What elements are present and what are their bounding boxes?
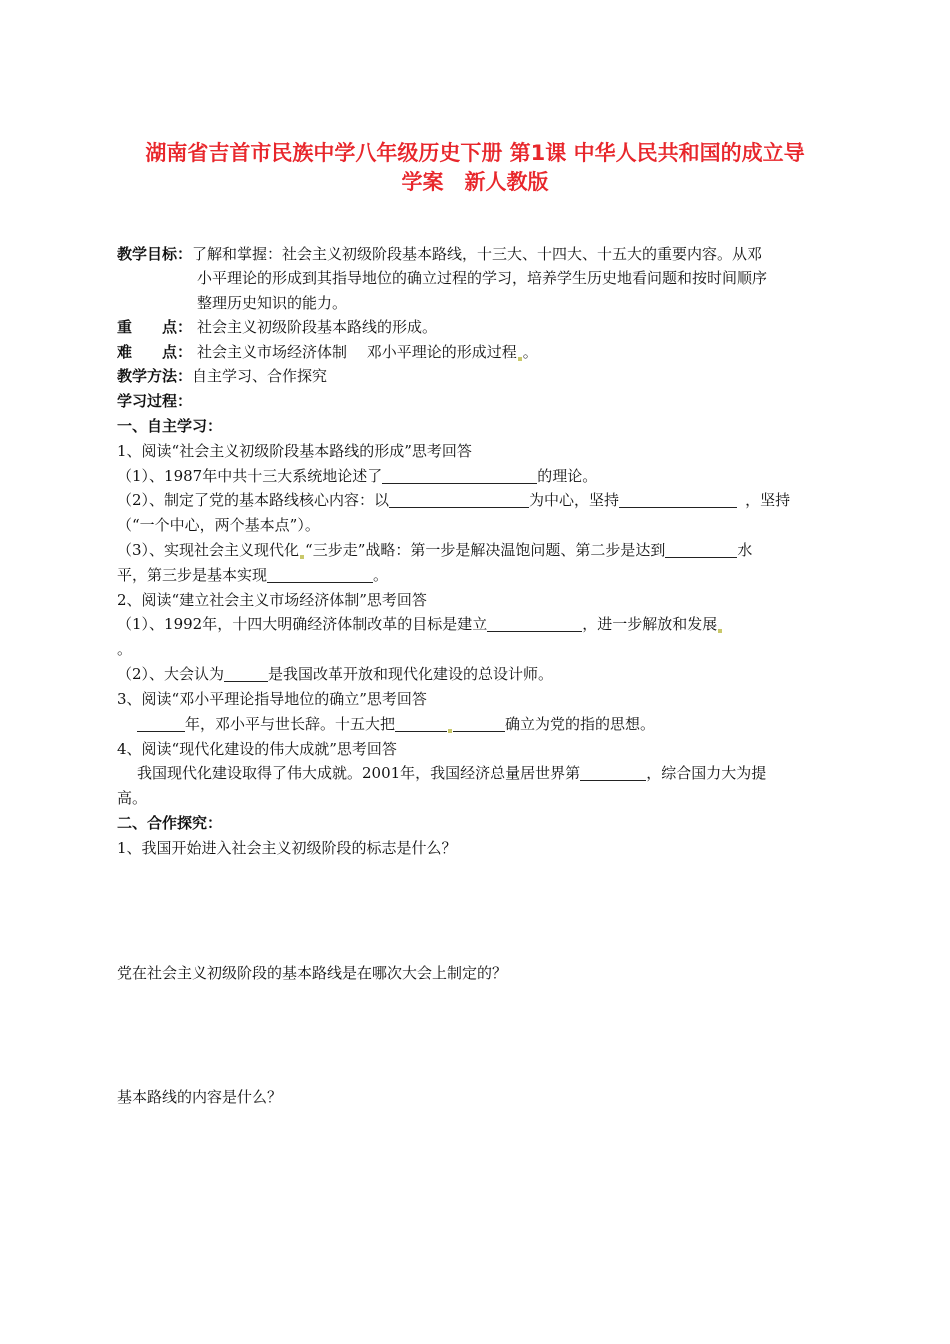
blank[interactable] bbox=[487, 616, 582, 632]
edit-mark bbox=[448, 729, 452, 733]
title-line-2: 学案 新人教版 bbox=[401, 170, 549, 194]
s1-q4-cont: 高。 bbox=[117, 789, 148, 807]
difficulty-text: 社会主义市场经济体制 邓小平理论的形成过程 bbox=[197, 343, 517, 361]
document-title bbox=[100, 139, 850, 197]
difficulty-label: 难 点： bbox=[117, 343, 193, 361]
s1-q4-answer: 我国现代化建设取得了伟大成就。2001年，我国经济总量居世界第 ，综合国力大为提 bbox=[137, 764, 767, 782]
blank[interactable] bbox=[137, 716, 185, 732]
blank[interactable] bbox=[224, 666, 268, 682]
goal-line-3: 整理历史知识的能力。 bbox=[197, 294, 348, 312]
s1-q1-2: （2）、制定了党的基本路线核心内容：以 为中心，坚持 ，坚持 bbox=[117, 491, 791, 509]
s1-q1-3: （3）、实现社会主义现代化 “三步走”战略：第一步是解决温饱问题、第二步是达到 水 bbox=[117, 541, 753, 559]
s1-q3-answer: 年，邓小平与世长辞。十五大把 确立为党的指的思想。 bbox=[137, 714, 655, 734]
difficulty-row: 难 点： 社会主义市场经济体制 邓小平理论的形成过程 。 bbox=[117, 343, 538, 361]
key-point-row bbox=[117, 317, 437, 337]
s1-q4: 4、阅读“现代化建设的伟大成就”思考回答 bbox=[117, 740, 397, 758]
method-text: 自主学习、合作探究 bbox=[192, 367, 328, 385]
s2-q2: 党在社会主义初级阶段的基本路线是在哪次大会上制定的？ bbox=[117, 964, 508, 982]
s1-q1: 1、阅读“社会主义初级阶段基本路线的形成”思考回答 bbox=[117, 442, 472, 460]
section1-heading: 一、自主学习： bbox=[117, 417, 223, 435]
key-label: 重 点： bbox=[117, 318, 193, 336]
goal-line-1: 了解和掌握：社会主义初级阶段基本路线，十三大、十四大、十五大的重要内容。从邓 bbox=[192, 245, 763, 263]
goal-row bbox=[117, 244, 762, 264]
key-text: 社会主义初级阶段基本路线的形成。 bbox=[197, 318, 438, 336]
edit-mark bbox=[718, 629, 722, 633]
s1-q1-1: （1）、1987年中共十三大系统地论述了 的理论。 bbox=[117, 467, 598, 485]
s1-q2-2: （2）、大会认为 是我国改革开放和现代化建设的总设计师。 bbox=[117, 665, 554, 683]
s1-q2-1-cont: 。 bbox=[117, 640, 133, 658]
s1-q2: 2、阅读“建立社会主义市场经济体制”思考回答 bbox=[117, 591, 427, 609]
method-row bbox=[117, 366, 327, 386]
blank[interactable] bbox=[453, 716, 505, 732]
edit-mark bbox=[300, 555, 304, 559]
s2-q1: 1、我国开始进入社会主义初级阶段的标志是什么？ bbox=[117, 839, 457, 857]
s2-q3: 基本路线的内容是什么？ bbox=[117, 1088, 283, 1106]
process-label: 学习过程： bbox=[117, 392, 193, 410]
method-label: 教学方法： bbox=[117, 367, 193, 385]
title-line-1: 湖南省吉首市民族中学八年级历史下册 第1课 中华人民共和国的成立导 bbox=[145, 141, 805, 165]
blank[interactable] bbox=[619, 492, 737, 508]
goal-line-2: 小平理论的形成到其指导地位的确立过程的学习，培养学生历史地看问题和按时间顺序 bbox=[197, 269, 768, 287]
edit-mark bbox=[518, 357, 522, 361]
blank[interactable] bbox=[665, 542, 737, 558]
s1-q1-2-cont: （“一个中心，两个基本点”）。 bbox=[117, 516, 320, 534]
s1-q2-1: （1）、1992年，十四大明确经济体制改革的目标是建立 ，进一步解放和发展 bbox=[117, 614, 723, 634]
blank[interactable] bbox=[395, 716, 447, 732]
blank[interactable] bbox=[580, 765, 646, 781]
s1-q1-3-cont: 平，第三步是基本实现 。 bbox=[117, 566, 389, 584]
goal-label: 教学目标： bbox=[117, 245, 193, 263]
section2-heading: 二、合作探究： bbox=[117, 814, 223, 832]
blank[interactable] bbox=[267, 567, 373, 583]
blank[interactable] bbox=[389, 492, 529, 508]
s1-q3: 3、阅读“邓小平理论指导地位的确立”思考回答 bbox=[117, 690, 427, 708]
blank[interactable] bbox=[382, 468, 537, 484]
